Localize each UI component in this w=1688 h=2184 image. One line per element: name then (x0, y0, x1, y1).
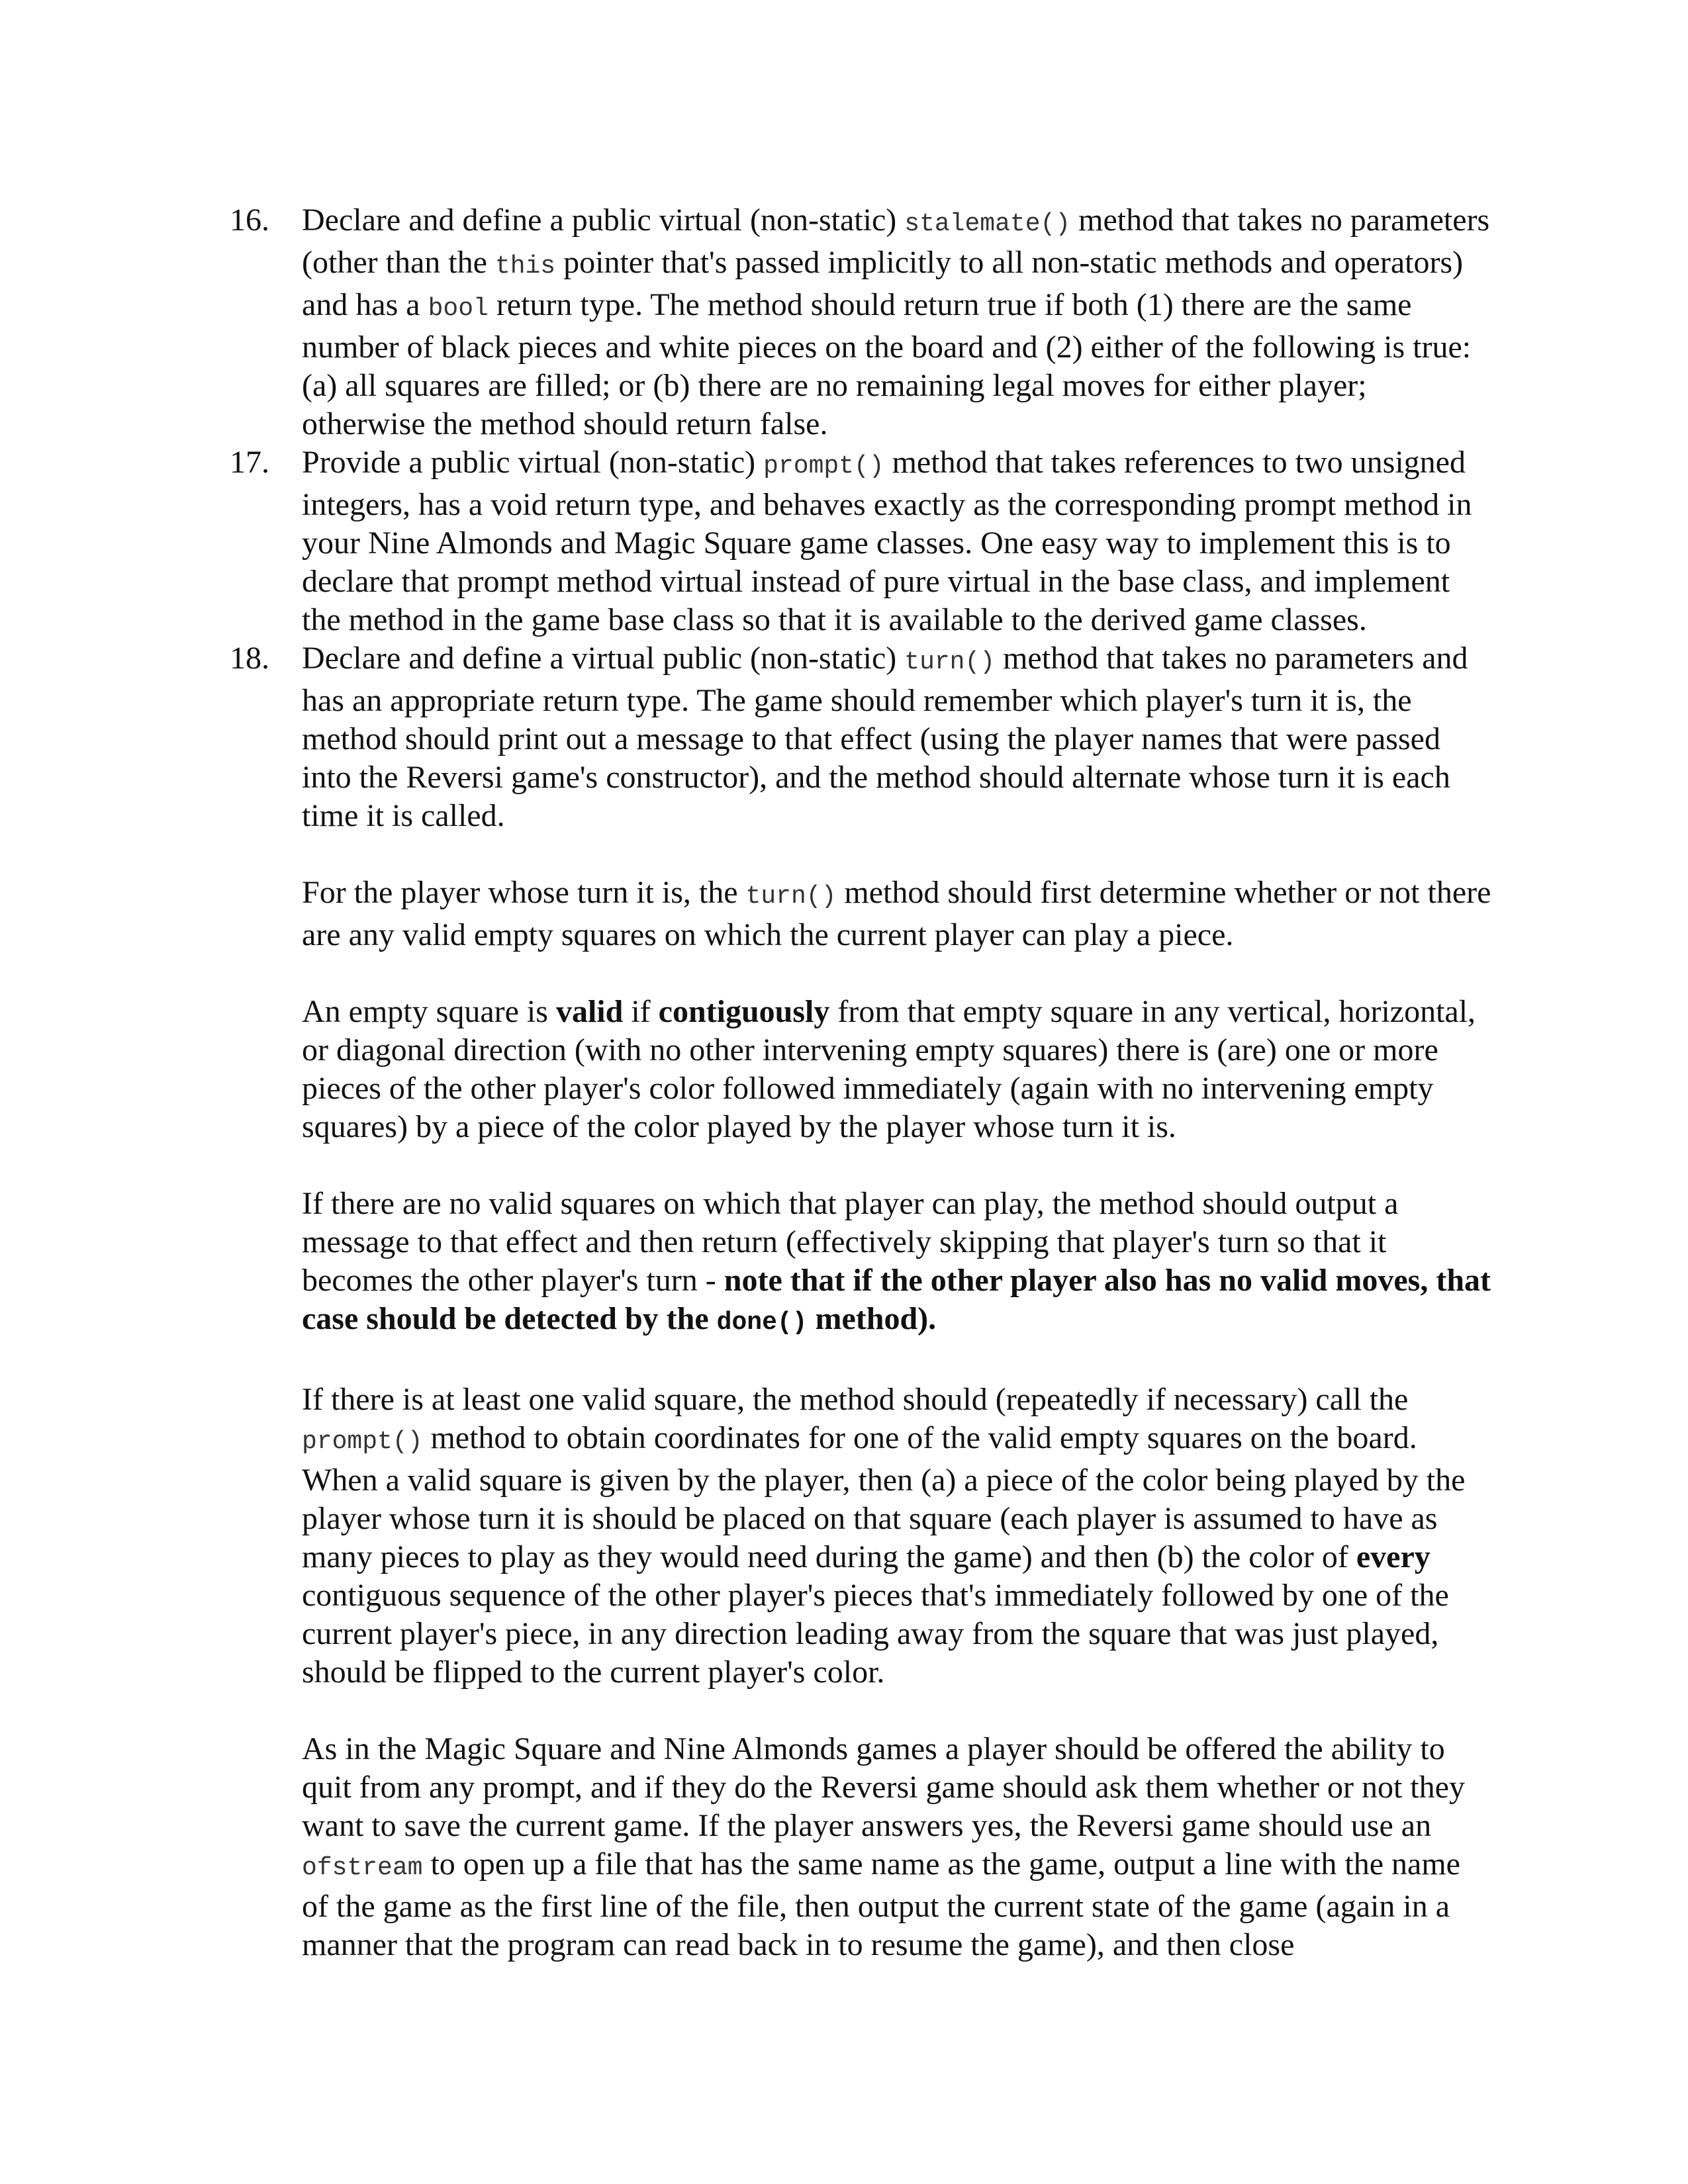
turn-paragraph-3: An empty square is valid if contiguously from that empty square in any vertical, horizontal, or diagonal direction (with no other intervening empty squares) there is (are) one or more pieces of the other player's color followed immediately (again with no intervening empty squares) by a piece of the color played by the player whose turn it is. (302, 994, 1476, 1144)
code-ofstream: ofstream (302, 1854, 423, 1882)
bold-every: every (1356, 1539, 1430, 1574)
code-prompt: prompt() (763, 452, 884, 480)
code-prompt: prompt() (302, 1428, 423, 1456)
bold-contiguously: contiguously (658, 994, 830, 1029)
turn-paragraph-6: As in the Magic Square and Nine Almonds games a player should be offered the ability to quit from any prompt, and if they do the Reversi game should ask them whether or not they want to save the current game. If the player answers yes, the Reversi game should use an ofstream to open up a file that has the same name as the game, output a line with the name of the game as the first line of the file, then output the current state of the game (again in a manner that the program can read back in to resume the game), and then close (302, 1731, 1465, 1962)
code-stalemate: stalemate() (904, 210, 1071, 238)
item-paragraph: Provide a public virtual (non-static) prompt() method that takes references to two unsigned integers, has a void return type, and behaves exactly as the corresponding prompt method in your Nine Almonds and Magic Square game classes. One easy way to implement this is to declare that prompt method virtual instead of pure virtual in the base class, and implement the method in the game base class so that it is available to the derived game classes. (302, 445, 1472, 637)
item-number: 16. (230, 203, 269, 238)
code-turn: turn() (904, 648, 996, 676)
list-item-16 (230, 201, 1494, 443)
code-bool: bool (428, 295, 489, 323)
item-number: 18. (230, 641, 269, 676)
code-done: done() (716, 1308, 808, 1337)
bold-note: note that if the other player also has no valid moves, that case should be detected by the done() method). (302, 1263, 1491, 1337)
code-this: this (494, 252, 556, 281)
turn-paragraph-4: If there are no valid squares on which that player can play, the method should output a message to that effect and then return (effectively skipping that player's turn so that it becomes the other player's turn - note that if the other player also has no valid moves, that case should be detected by the done() method). (302, 1186, 1491, 1337)
turn-paragraph-5: If there is at least one valid square, the method should (repeatedly if necessary) call the prompt() method to obtain coordinates for one of the valid empty squares on the board. When a valid square is given by the player, then (a) a piece of the color being played by the player whose turn it is should be placed on that square (each player is assumed to have as many pieces to play as they would need during the game) and then (b) the color of every contiguous sequence of the other player's pieces that's immediately followed by one of the current player's piece, in any direction leading away from the square that was just played, should be flipped to the current player's color. (302, 1382, 1466, 1690)
list-item-18 (230, 639, 1494, 1964)
item-paragraph: Declare and define a public virtual (non-static) stalemate() method that takes no parameters (other than the this pointer that's passed implicitly to all non-static methods and operators) and has a bool return type. The method should return true if both (1) there are the same number of black pieces and white pieces on the board and (2) either of the following is true: (a) all squares are filled; or (b) there are no remaining legal moves for either player; otherwise the method should return false. (302, 203, 1490, 441)
document-body (230, 201, 1494, 1964)
code-turn: turn() (745, 882, 837, 911)
numbered-list (230, 201, 1494, 1964)
bold-valid: valid (555, 994, 624, 1029)
item-paragraph: Declare and define a virtual public (non-static) turn() method that takes no parameters and has an appropriate return type. The game should remember which player's turn it is, the method should print out a message to that effect (using the player names that were passed into the Reversi game's constructor), and the method should alternate whose turn it is each time it is called. (302, 641, 1468, 833)
turn-paragraph-2: For the player whose turn it is, the turn() method should first determine whether or not there are any valid empty squares on which the current player can play a piece. (302, 875, 1491, 952)
list-item-17 (230, 443, 1494, 639)
item-number: 17. (230, 445, 269, 480)
